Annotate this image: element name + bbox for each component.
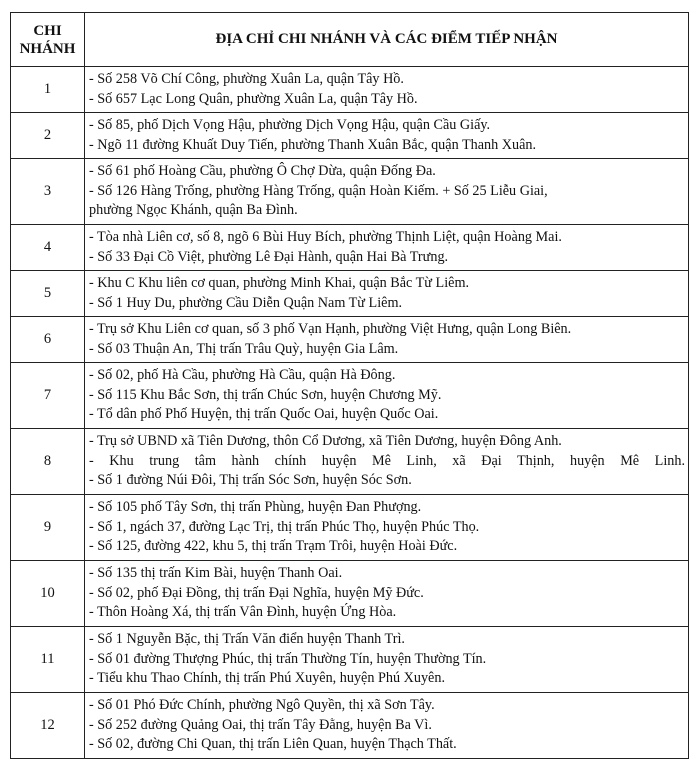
address-line: - Số 258 Võ Chí Công, phường Xuân La, quận Tây Hồ. [89,70,404,87]
table-header-row [11,13,689,67]
branch-addresses [85,67,689,113]
branch-number: 1 [11,67,85,113]
address-line: - Thôn Hoàng Xá, thị trấn Vân Đình, huyện Ứng Hòa. [89,604,397,621]
branch-number: 5 [11,271,85,317]
branch-number: 12 [11,693,85,759]
branch-addresses [85,495,689,561]
address-line: - Tiểu khu Thao Chính, thị trấn Phú Xuyên, huyện Phú Xuyên. [89,670,445,687]
header-branch-line-1: CHI [33,22,62,39]
branch-number: 6 [11,317,85,363]
table-row [11,561,689,627]
branch-address-table [10,12,689,759]
address-line: - Số 02, phố Hà Cầu, phường Hà Cầu, quận Hà Đông. [89,367,396,384]
branch-addresses [85,225,689,271]
header-address-column: ĐỊA CHỈ CHI NHÁNH VÀ CÁC ĐIỂM TIẾP NHẬN [85,13,689,67]
branch-addresses [85,317,689,363]
address-line: - Khu trung tâm hành chính huyện Mê Linh, xã Đại Thịnh, huyện Mê Linh. [89,452,685,469]
branch-number: 8 [11,429,85,495]
address-line: - Số 1, ngách 37, đường Lạc Trị, thị trấn Phúc Thọ, huyện Phúc Thọ. [89,518,480,535]
branch-number: 4 [11,225,85,271]
branch-number: 7 [11,363,85,429]
branch-addresses [85,429,689,495]
table-row [11,429,689,495]
address-line: - Số 01 Phó Đức Chính, phường Ngô Quyền, thị xã Sơn Tây. [89,697,435,714]
address-line: - Số 1 đường Núi Đôi, Thị trấn Sóc Sơn, huyện Sóc Sơn. [89,472,412,489]
address-line: - Trụ sở Khu Liên cơ quan, số 3 phố Vạn Hạnh, phường Việt Hưng, quận Long Biên. [89,320,572,337]
table-body [11,67,689,759]
header-branch-column [11,13,85,67]
address-line: - Số 02, đường Chi Quan, thị trấn Liên Quan, huyện Thạch Thất. [89,736,457,753]
table-row [11,159,689,225]
address-line: - Ngõ 11 đường Khuất Duy Tiến, phường Thanh Xuân Bắc, quận Thanh Xuân. [89,136,537,153]
table-row [11,225,689,271]
address-line: - Số 135 thị trấn Kim Bài, huyện Thanh Oai. [89,565,343,582]
address-line: - Số 1 Huy Du, phường Cầu Diễn Quận Nam Từ Liêm. [89,294,403,311]
branch-addresses [85,561,689,627]
branch-number: 10 [11,561,85,627]
branch-addresses [85,627,689,693]
address-line: - Trụ sở UBND xã Tiên Dương, thôn Cổ Dương, xã Tiên Dương, huyện Đông Anh. [89,433,562,450]
address-line: - Số 115 Khu Bắc Sơn, thị trấn Chúc Sơn, huyện Chương Mỹ. [89,386,442,403]
table-row [11,693,689,759]
table-row [11,317,689,363]
address-line: - Số 1 Nguyễn Bặc, thị Trấn Văn điển huyện Thanh Trì. [89,631,405,648]
address-line: - Tổ dân phố Phố Huyện, thị trấn Quốc Oai, huyện Quốc Oai. [89,406,439,423]
table-row [11,113,689,159]
branch-addresses [85,271,689,317]
address-line: - Số 125, đường 422, khu 5, thị trấn Trạm Trôi, huyện Hoài Đức. [89,538,458,555]
table-row [11,67,689,113]
address-line: - Số 126 Hàng Trống, phường Hàng Trống, quận Hoàn Kiếm. + Số 25 Liễu Giai, [89,182,548,199]
address-line: phường Ngọc Khánh, quận Ba Đình. [89,202,298,219]
address-line: - Số 01 đường Thượng Phúc, thị trấn Thường Tín, huyện Thường Tín. [89,650,487,667]
address-line: - Số 252 đường Quảng Oai, thị trấn Tây Đằng, huyện Ba Vì. [89,716,432,733]
branch-number: 11 [11,627,85,693]
branch-addresses [85,363,689,429]
branch-addresses [85,113,689,159]
header-branch-line-2: NHÁNH [19,40,76,57]
branch-addresses [85,159,689,225]
address-line: - Số 61 phố Hoàng Cầu, phường Ô Chợ Dừa, quận Đống Đa. [89,163,436,180]
address-line: - Tòa nhà Liên cơ, số 8, ngõ 6 Bùi Huy Bích, phường Thịnh Liệt, quận Hoàng Mai. [89,228,562,245]
table-row [11,627,689,693]
address-line: - Khu C Khu liên cơ quan, phường Minh Khai, quận Bắc Từ Liêm. [89,274,470,291]
address-line: - Số 33 Đại Cồ Việt, phường Lê Đại Hành, quận Hai Bà Trưng. [89,248,449,265]
branch-number: 2 [11,113,85,159]
address-line: - Số 03 Thuận An, Thị trấn Trâu Quỳ, huyện Gia Lâm. [89,340,399,357]
address-line: - Số 02, phố Đại Đồng, thị trấn Đại Nghĩa, huyện Mỹ Đức. [89,584,424,601]
address-line: - Số 85, phố Dịch Vọng Hậu, phường Dịch Vọng Hậu, quận Cầu Giấy. [89,116,491,133]
branch-number: 9 [11,495,85,561]
branch-address-document [10,12,688,759]
branch-number: 3 [11,159,85,225]
table-row [11,271,689,317]
address-line: - Số 657 Lạc Long Quân, phường Xuân La, quận Tây Hồ. [89,90,418,107]
branch-addresses [85,693,689,759]
table-row [11,495,689,561]
table-row [11,363,689,429]
address-line: - Số 105 phố Tây Sơn, thị trấn Phùng, huyện Đan Phượng. [89,499,422,516]
